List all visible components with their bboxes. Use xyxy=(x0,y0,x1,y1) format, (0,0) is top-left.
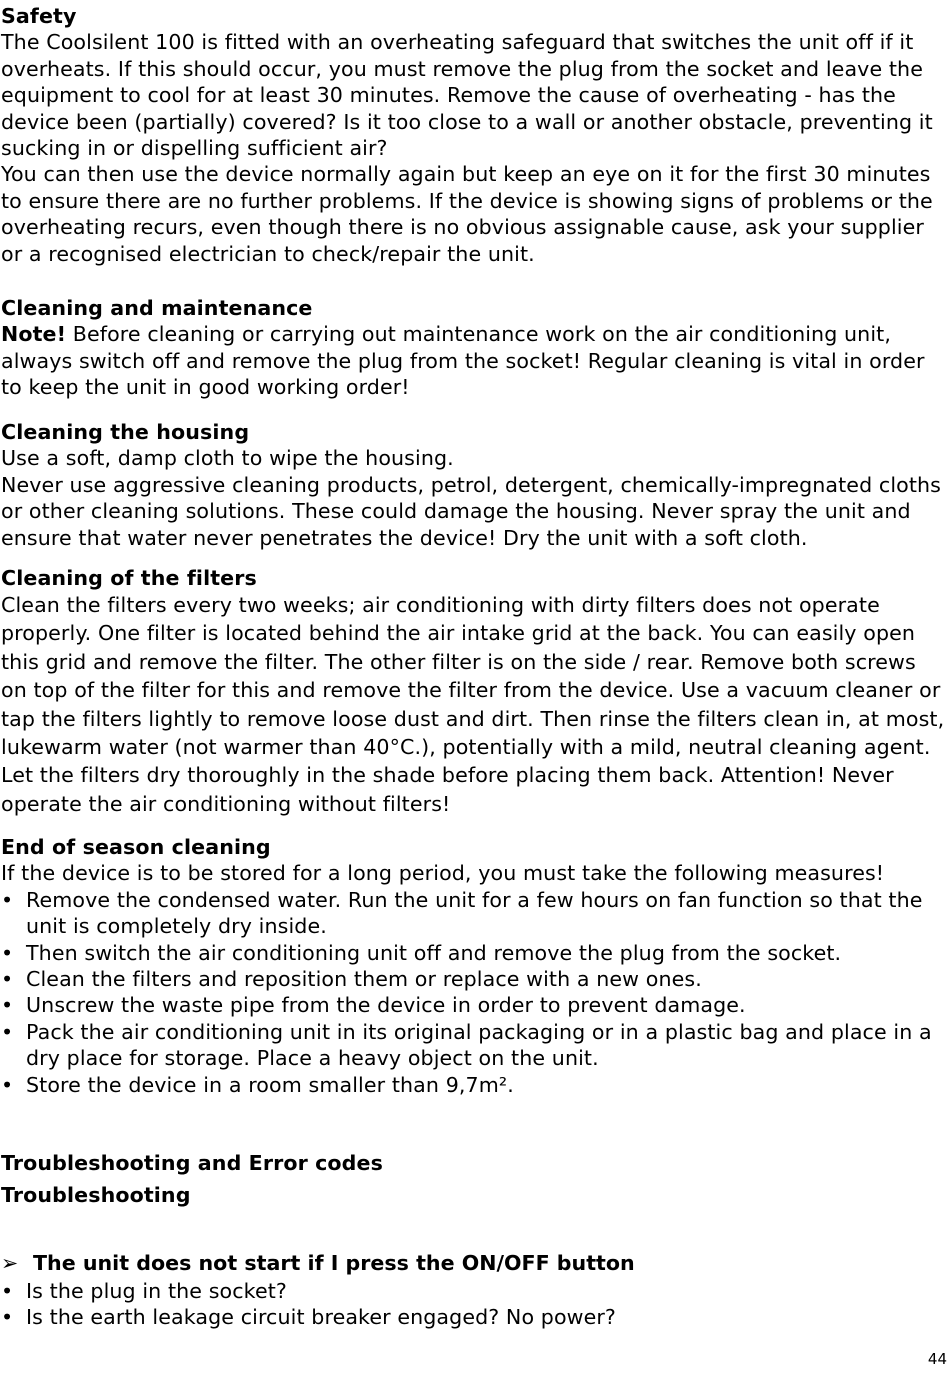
filters-paragraph: Clean the filters every two weeks; air conditioning with dirty filters does not operate properly. One filter is located behind the air intake grid at the back. You can easily open this grid and remove the filter. The other filter is on the side / rear. Remove both screws on top of the filter for this and remove the filter from the device. Use a vacuum cleaner or tap the filters lightly to remove loose dust and dirt. Then rinse the filters clean in, at most, lukewarm water (not warmer than 40°C.), potentially with a mild, neutral cleaning agent. Let the filters dry thoroughly in the shade before placing them back. Attention! Never operate the air conditioning without filters! xyxy=(1,593,945,816)
bullet-icon: • xyxy=(1,1279,14,1303)
list-item: • Is the plug in the socket? xyxy=(1,1279,287,1303)
arrow-bullet-icon: ➢ xyxy=(1,1251,19,1275)
checks-section xyxy=(1,1278,947,1331)
bullet-icon: • xyxy=(1,993,14,1018)
list-item: • Unscrew the waste pipe from the device in order to prevent damage. xyxy=(1,993,746,1018)
list-item: • Store the device in a room smaller than 9,7m². xyxy=(1,1072,514,1097)
bullet-icon: • xyxy=(1,1072,14,1097)
list-item: • Then switch the air conditioning unit off and remove the plug from the socket. xyxy=(1,940,842,965)
season-list xyxy=(1,887,947,1098)
list-item: • Is the earth leakage circuit breaker engaged? No power? xyxy=(1,1305,616,1330)
filters-heading: Cleaning of the filters xyxy=(1,566,257,590)
bullet-icon: • xyxy=(1,940,14,965)
list-item: • Pack the air conditioning unit in its original packaging or in a plastic bag and place in a dry place for storage. Place a heavy object on the unit. xyxy=(1,1019,932,1071)
safety-section xyxy=(1,3,947,267)
bullet-icon: • xyxy=(1,1305,14,1330)
cleaning-note xyxy=(1,321,947,400)
season-intro: If the device is to be stored for a long period, you must take the following measures! xyxy=(1,861,885,886)
troubleshooting-subheading-block xyxy=(1,1182,947,1208)
safety-paragraph-2: You can then use the device normally again but keep an eye on it for the first 30 minutes to ensure there are no further problems. If the device is showing signs of problems or the overheating recurs, even though there is no obvious assignable cause, ask your supplier or a recognised electrician to check/repair the unit. xyxy=(1,162,933,266)
troubleshooting-heading-block xyxy=(1,1150,947,1176)
list-item: • Clean the filters and reposition them or replace with a new ones. xyxy=(1,967,702,992)
safety-heading: Safety xyxy=(1,4,77,28)
cleaning-heading: Cleaning and maintenance xyxy=(1,296,313,320)
troubleshooting-subheading: Troubleshooting xyxy=(1,1183,191,1207)
bullet-icon: • xyxy=(1,887,14,912)
filters-heading-block xyxy=(1,565,947,591)
problem-heading xyxy=(1,1250,635,1276)
note-label: Note! xyxy=(1,322,67,347)
housing-paragraph-1: Use a soft, damp cloth to wipe the housing. xyxy=(1,446,454,471)
list-item: • Remove the condensed water. Run the unit for a few hours on fan function so that the unit is completely dry inside. xyxy=(1,887,923,939)
season-heading: End of season cleaning xyxy=(1,835,271,859)
safety-paragraph-1: The Coolsilent 100 is fitted with an overheating safeguard that switches the unit off if it overheats. If this should occur, you must remove the plug from the socket and leave the equipment to cool for at least 30 minutes. Remove the cause of overheating - has the device been (partially) covered? Is it too close to a wall or another obstacle, preventing it sucking in or dispelling sufficient air? xyxy=(1,30,933,161)
housing-heading: Cleaning the housing xyxy=(1,420,250,444)
bullet-icon: • xyxy=(1,1019,14,1044)
housing-section xyxy=(1,419,947,551)
troubleshooting-heading: Troubleshooting and Error codes xyxy=(1,1151,383,1175)
note-text: Before cleaning or carrying out maintenance work on the air conditioning unit, always switch off and remove the plug from the socket! Regular cleaning is vital in order to keep the unit in good working order! xyxy=(1,322,925,400)
page-number: 44 xyxy=(927,1350,947,1368)
cleaning-section xyxy=(1,295,947,401)
filters-section xyxy=(1,591,947,818)
checks-list xyxy=(1,1278,947,1331)
problem-text: The unit does not start if I press the ON/OFF button xyxy=(33,1251,635,1275)
bullet-icon: • xyxy=(1,967,14,992)
housing-paragraph-2: Never use aggressive cleaning products, petrol, detergent, chemically-impregnated cloths or other cleaning solutions. These could damage the housing. Never spray the unit and ensure that water never penetrates the device! Dry the unit with a soft cloth. xyxy=(1,472,941,550)
season-section xyxy=(1,834,947,1098)
